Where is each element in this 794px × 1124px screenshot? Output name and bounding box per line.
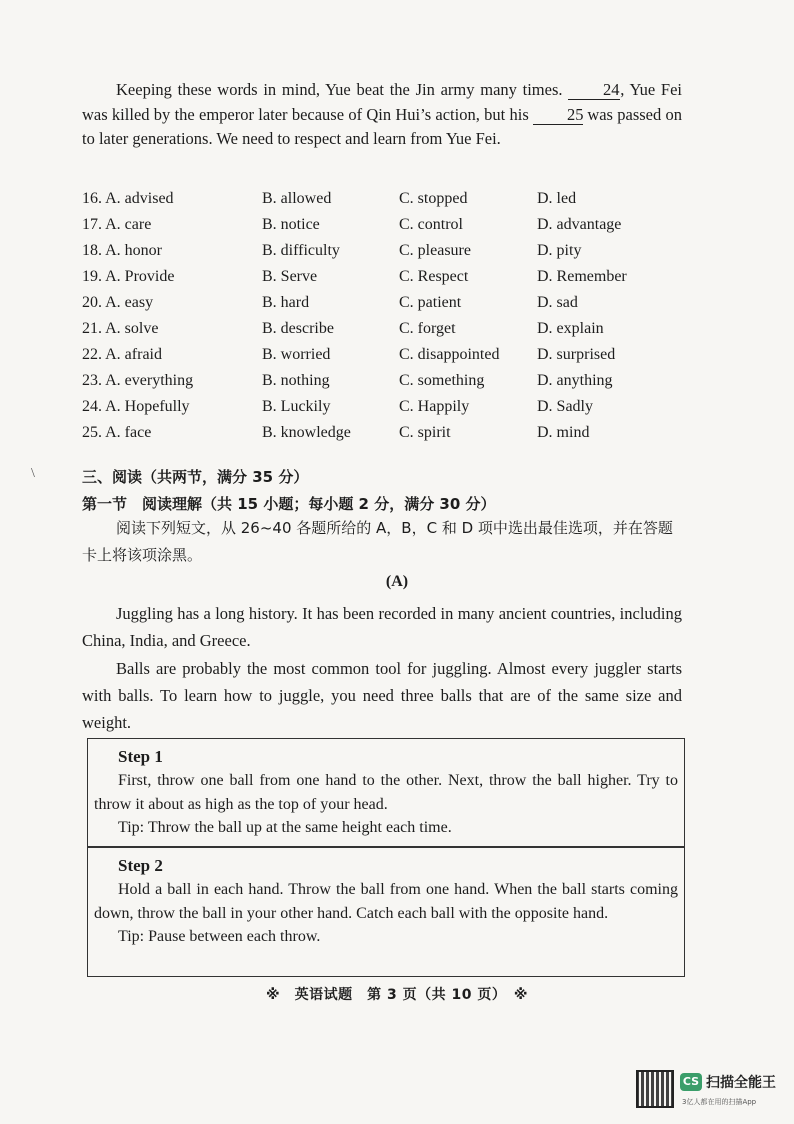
option-a: 21. A. solve <box>82 320 159 337</box>
option-row <box>82 264 682 290</box>
option-c: C. pleasure <box>399 242 471 259</box>
option-d: D. pity <box>537 242 582 259</box>
step-text: First, throw one ball from one hand to the other. Next, throw the ball higher. Try to throw it about as high as the top of your head. <box>94 772 678 813</box>
passage-line1: Keeping these words in mind, Yue beat the Jin army many times. <box>116 80 563 99</box>
qr-border <box>636 1070 674 1108</box>
option-c: C. control <box>399 216 463 233</box>
section-title: 三、阅读（共两节，满分 35 分） <box>82 468 309 486</box>
step-title: Step 1 <box>118 747 163 766</box>
step-title: Step 2 <box>118 856 163 875</box>
scanner-watermark <box>636 1070 786 1110</box>
option-d: D. Sadly <box>537 398 593 415</box>
option-d: D. mind <box>537 424 590 441</box>
option-a: 25. A. face <box>82 424 152 441</box>
passage-a-p2: Balls are probably the most common tool for juggling. Almost every juggler starts with balls. To learn how to juggle, you need three balls that are of the same size and weight. <box>82 659 682 732</box>
option-row <box>82 342 682 368</box>
option-row <box>82 290 682 316</box>
option-b: B. knowledge <box>262 424 351 441</box>
option-d: D. anything <box>537 372 613 389</box>
cloze-options <box>82 186 682 446</box>
option-a: 20. A. easy <box>82 294 154 311</box>
option-a: 16. A. advised <box>82 190 174 207</box>
page-footer: ※ 英语试题 第 3 页（共 10 页） ※ <box>266 987 528 1003</box>
step-text: Hold a ball in each hand. Throw the ball from one hand. When the ball starts coming down, throw the ball in your other hand. Catch each ball with the opposite hand. <box>94 881 678 922</box>
option-a: 19. A. Provide <box>82 268 175 285</box>
option-a: 17. A. care <box>82 216 152 233</box>
option-b: B. allowed <box>262 190 332 207</box>
option-row <box>82 368 682 394</box>
option-c: C. patient <box>399 294 462 311</box>
option-c: C. spirit <box>399 424 451 441</box>
option-b: B. hard <box>262 294 310 311</box>
option-b: B. describe <box>262 320 334 337</box>
stray-mark: \ <box>31 466 35 481</box>
scanner-tagline: 3亿人都在用的扫描App <box>682 1098 757 1106</box>
option-row <box>82 394 682 420</box>
option-c: C. something <box>399 372 485 389</box>
option-c: C. Respect <box>399 268 469 285</box>
option-d: D. Remember <box>537 268 627 285</box>
instruction-text: 阅读下列短文，从 26~40 各题所给的 A，B，C 和 D 项中选出最佳选项，并在答题卡上将该项涂黑。 <box>82 519 673 564</box>
option-c: C. forget <box>399 320 456 337</box>
step-1-box <box>87 738 685 848</box>
option-b: B. notice <box>262 216 320 233</box>
part-title: 第一节 阅读理解（共 15 小题；每小题 2 分，满分 30 分） <box>82 495 496 513</box>
passage-line2: Yue Fei was killed by the emperor later because of Qin Hui’s action, but his <box>82 80 683 124</box>
option-row <box>82 238 682 264</box>
option-row <box>82 212 682 238</box>
passage-line3: was passed on to later generations. We need to respect and learn from Yue Fei. <box>82 104 683 148</box>
option-a: 23. A. everything <box>82 372 194 389</box>
passage-ending: Keeping these words in mind, Yue beat the Jin army many times. 24, Yue Fei was killed by the emperor later because of Qin Hui’s action, but his 25 was passed on to later generations. We need to respect and learn from Yue Fei. <box>82 80 683 148</box>
option-c: C. stopped <box>399 190 468 207</box>
option-b: B. Luckily <box>262 398 331 415</box>
step-2-box <box>87 846 685 977</box>
step-tip: Tip: Pause between each throw. <box>118 928 321 945</box>
option-d: D. surprised <box>537 346 616 363</box>
option-a: 24. A. Hopefully <box>82 398 190 415</box>
option-a: 18. A. honor <box>82 242 163 259</box>
option-row <box>82 186 682 212</box>
option-c: C. disappointed <box>399 346 500 363</box>
blank-25: 25 <box>533 106 583 125</box>
passage-a-p1: Juggling has a long history. It has been recorded in many ancient countries, including China, India, and Greece. <box>82 604 682 650</box>
passage-label: (A) <box>385 573 409 590</box>
option-d: D. advantage <box>537 216 622 233</box>
option-d: D. led <box>537 190 577 207</box>
option-d: D. explain <box>537 320 604 337</box>
option-d: D. sad <box>537 294 578 311</box>
option-b: B. worried <box>262 346 331 363</box>
option-b: B. Serve <box>262 268 318 285</box>
cs-logo-icon: CS <box>680 1073 702 1091</box>
option-a: 22. A. afraid <box>82 346 162 363</box>
scanner-name: 扫描全能王 <box>706 1075 776 1091</box>
option-c: C. Happily <box>399 398 470 415</box>
option-b: B. nothing <box>262 372 330 389</box>
option-row <box>82 420 682 446</box>
step-tip: Tip: Throw the ball up at the same height each time. <box>118 819 452 836</box>
option-row <box>82 316 682 342</box>
blank-24: 24 <box>568 81 620 100</box>
option-b: B. difficulty <box>262 242 340 259</box>
